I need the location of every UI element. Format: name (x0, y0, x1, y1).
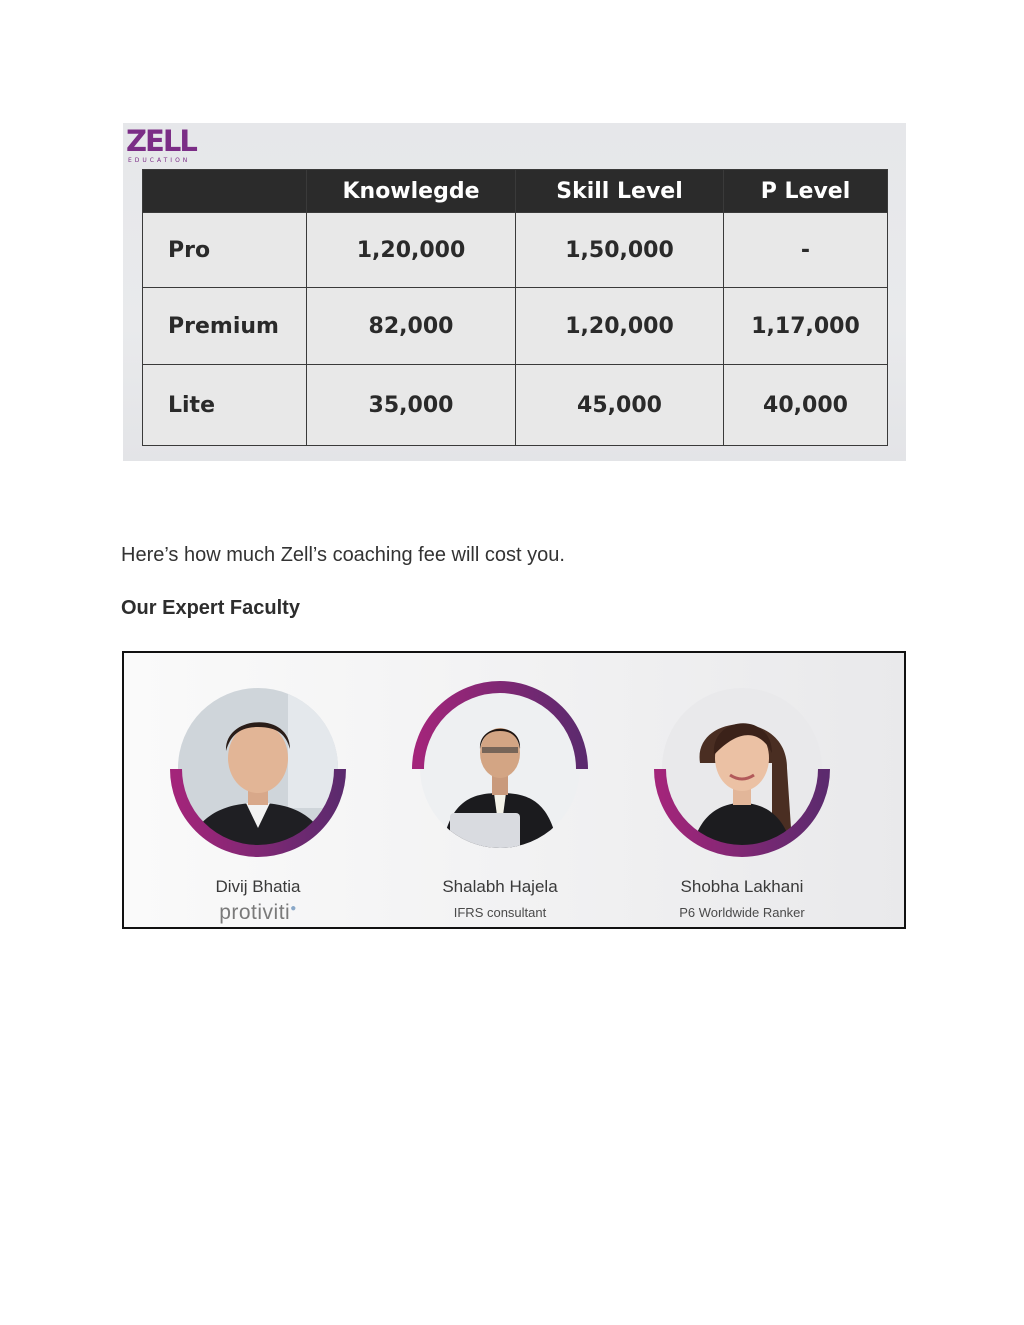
skill-fee: 45,000 (516, 365, 724, 446)
logo-subtext: EDUCATION (128, 157, 191, 164)
row-label: Premium (143, 288, 307, 365)
faculty-image (122, 651, 906, 929)
table-header-row (143, 170, 888, 213)
fee-table-image (123, 123, 906, 461)
faculty-title: P6 Worldwide Ranker (679, 905, 805, 920)
skill-fee: 1,20,000 (516, 288, 724, 365)
faculty-name: Divij Bhatia (215, 877, 301, 896)
faculty-card (622, 653, 862, 927)
header-skill-level: Skill Level (516, 170, 724, 213)
p-level-fee: - (724, 213, 888, 288)
header-p-level: P Level (724, 170, 888, 213)
skill-fee: 1,50,000 (516, 213, 724, 288)
p-level-fee: 1,17,000 (724, 288, 888, 365)
faculty-name: Shobha Lakhani (680, 877, 804, 896)
knowledge-fee: 35,000 (307, 365, 516, 446)
faculty-card (138, 653, 378, 927)
knowledge-fee: 82,000 (307, 288, 516, 365)
logo-wordmark: ZELL (126, 124, 196, 158)
table-row (143, 213, 888, 288)
row-label: Pro (143, 213, 307, 288)
fee-table (142, 169, 888, 446)
section-heading: Our Expert Faculty (121, 597, 300, 619)
faculty-title: IFRS consultant (453, 905, 547, 920)
zell-logo (126, 126, 196, 168)
p-level-fee: 40,000 (724, 365, 888, 446)
faculty-photo-ring (622, 653, 862, 873)
intro-text: Here’s how much Zell’s coaching fee will cost you. (121, 544, 565, 566)
faculty-photo-ring (380, 653, 620, 873)
brand-dot-icon: ● (290, 903, 297, 914)
header-knowledge: Knowlegde (307, 170, 516, 213)
faculty-card (380, 653, 620, 927)
faculty-name: Shalabh Hajela (442, 877, 558, 896)
header-blank (143, 170, 307, 213)
table-row (143, 288, 888, 365)
knowledge-fee: 1,20,000 (307, 213, 516, 288)
table-row (143, 365, 888, 446)
company-name: protiviti (219, 901, 291, 924)
row-label: Lite (143, 365, 307, 446)
faculty-photo-ring (138, 653, 378, 873)
faculty-company-logo (138, 901, 378, 925)
